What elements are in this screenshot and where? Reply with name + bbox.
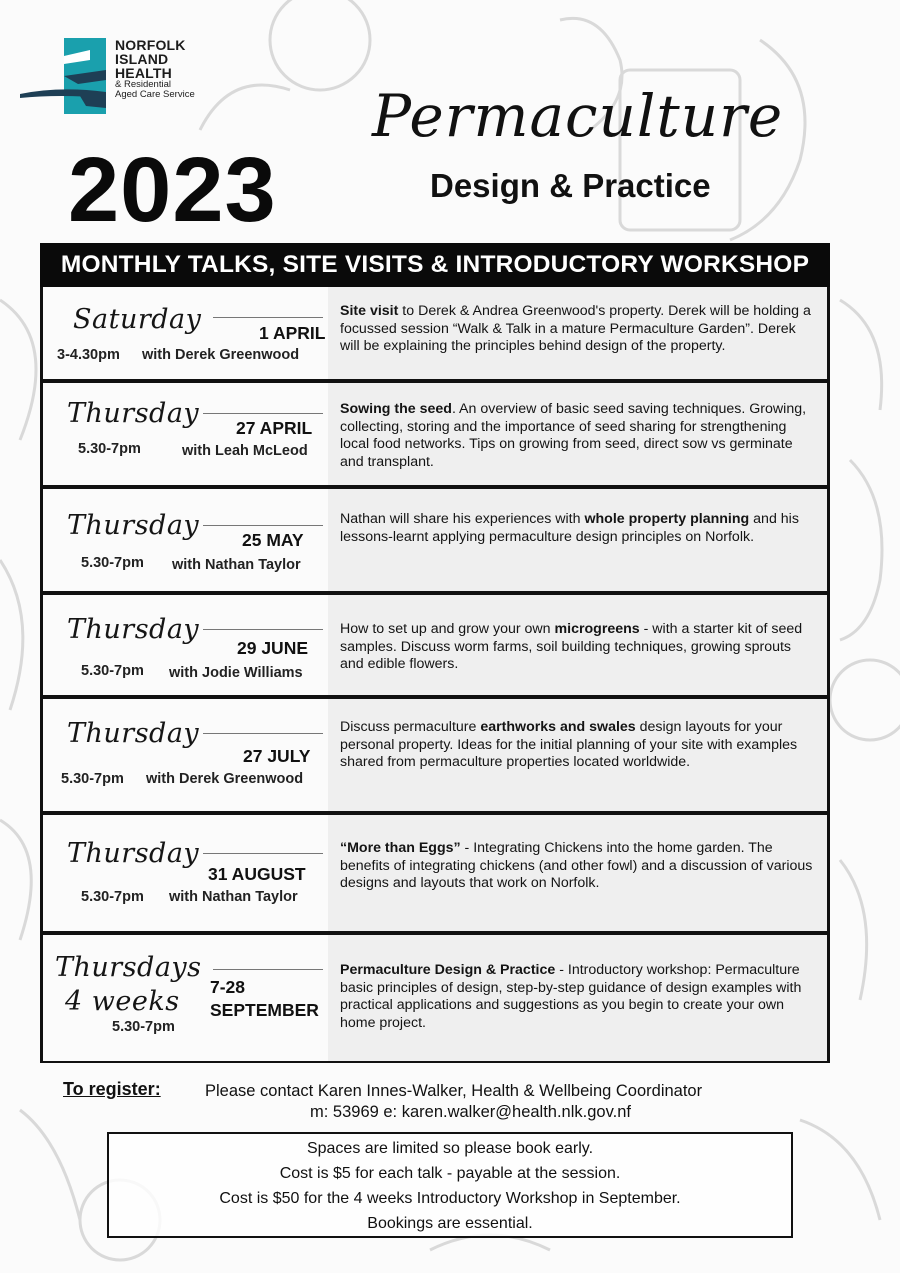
event-time: 5.30-7pm [61,771,124,787]
event-date: 7-28 [210,977,246,997]
event-topic: Sowing the seed [340,401,452,417]
logo-sub-aged-care: Aged Care Service [115,89,195,100]
event-description: How to set up and grow your own microgreens - with a starter kit of seed samples. Discuss worm farms, soil building techniques, growing sprouts and edible flowers. [340,621,803,673]
script-title: Permaculture [372,82,784,150]
register-contact: Please contact Karen Innes-Walker, Health & Wellbeing Coordinator [205,1082,703,1100]
notice-line: Spaces are limited so please book early. [306,1140,594,1157]
event-description: Discuss permaculture earthworks and swales design layouts for your personal property. Ideas for the initial planning of your site with examples shared from permaculture properties located worldwide. [340,719,798,771]
event-day: Thursday [67,510,200,541]
event-host: with Derek Greenwood [142,347,300,363]
events-table [40,287,830,1063]
norfolk-island-health-logo [20,36,200,118]
event-topic: earthworks and swales [480,719,636,735]
event-description: Site visit to Derek & Andrea Greenwood's property. Derek will be holding a focussed session “Walk & Talk in a mature Permaculture Garden”. Derek will be explaining the principles behind design of the property. [340,303,811,355]
logo-line-norfolk: NORFOLK [115,37,186,53]
event-row [43,935,827,1061]
event-day: Thursday [67,838,200,869]
event-host: with Nathan Taylor [169,889,298,905]
event-time: 5.30-7pm [81,555,144,571]
event-day: Thursday [67,614,200,645]
event-topic: microgreens [554,621,640,637]
logo-mark-icon [20,36,115,118]
notice-line: Cost is $50 for the 4 weeks Introductory Workshop in September. [219,1190,681,1207]
event-day-duration: 4 weeks [65,986,180,1017]
program-banner: MONTHLY TALKS, SITE VISITS & INTRODUCTORY WORKSHOP [40,243,830,287]
event-topic: Permaculture Design & Practice [340,962,556,978]
event-day: Thursday [67,398,200,429]
event-host: with Jodie Williams [169,665,303,681]
event-topic: whole property planning [584,511,750,527]
event-time: 3-4.30pm [57,347,120,363]
logo-sub-residential: & Residential [115,79,171,90]
event-description: Sowing the seed. An overview of basic seed saving techniques. Growing, collecting, storing and the importance of seed sharing for strengthening local food networks. Tips on growing from seed, direct sow vs germinate and transplant. [340,401,807,470]
event-date: 31 AUGUST [208,864,306,884]
event-date: 27 APRIL [236,418,313,438]
register-phone-email: m: 53969 e: karen.walker@health.nlk.gov.nf [310,1103,631,1121]
subtitle: Design & Practice [430,167,711,204]
event-row [43,595,827,699]
event-month: SEPTEMBER [210,1000,319,1020]
year-heading: 2023 [68,139,277,241]
event-row [43,815,827,935]
booking-notice-box [107,1132,793,1238]
logo-line-health: HEALTH [115,65,172,81]
event-date: 27 JULY [243,746,311,766]
event-host: with Nathan Taylor [172,557,301,573]
event-date: 29 JUNE [237,638,309,658]
event-row [43,699,827,815]
event-description: Permaculture Design & Practice - Introductory workshop: Permaculture basic principles of design, step-by-step guidance of design examples with practical applications and suggestions as you begin to create your own home project. [340,962,802,1031]
event-day: Saturday [73,304,202,335]
event-host: with Leah McLeod [182,443,308,459]
event-row [43,489,827,595]
notice-line: Cost is $5 for each talk - payable at the session. [279,1165,621,1182]
event-host: with Derek Greenwood [146,771,304,787]
event-row [43,383,827,489]
event-date: 25 MAY [242,530,304,550]
event-day: Thursdays [55,952,202,983]
event-date: 1 APRIL [259,323,326,343]
logo-line-island: ISLAND [115,51,169,67]
event-time: 5.30-7pm [78,441,141,457]
event-topic: Site visit [340,303,399,319]
notice-line: Bookings are essential. [367,1215,533,1232]
event-time: 5.30-7pm [81,889,144,905]
event-description: “More than Eggs” - Integrating Chickens into the home garden. The benefits of integrating chickens (and other fowl) and a discussion of various designs and layouts that work on Norfolk. [340,840,813,892]
register-label: To register: [63,1079,161,1099]
event-topic: “More than Eggs” [340,840,461,856]
event-description: Nathan will share his experiences with whole property planning and his lessons-learnt applying permaculture design principles on Norfolk. [340,511,799,545]
event-time: 5.30-7pm [81,663,144,679]
event-row [43,287,827,383]
event-day: Thursday [67,718,200,749]
event-time: 5.30-7pm [112,1019,175,1035]
